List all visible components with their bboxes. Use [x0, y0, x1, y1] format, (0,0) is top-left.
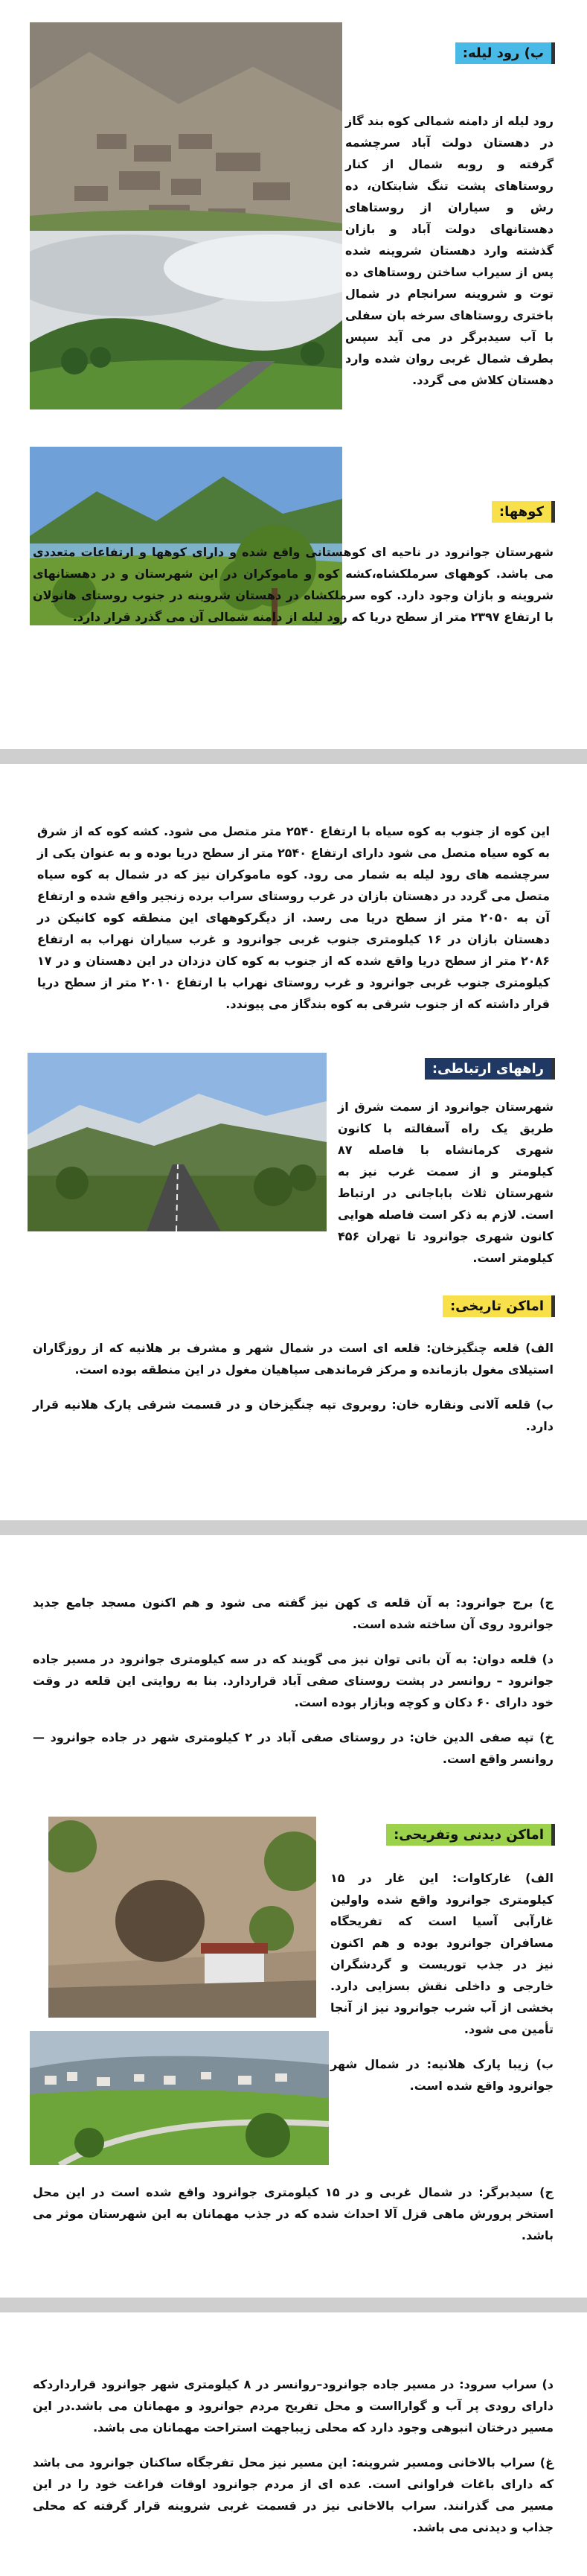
- heading-rood-lileh: ب) رود لیله:: [455, 42, 555, 64]
- document-page-3: [0, 1535, 587, 2298]
- history-item-d: د) قلعه دوان: به آن باتی توان نیز می گویند که در سه کیلومتری جوانرود در مسیر جاده جوانرود – روانسر در پشت روستای صفی آباد قراردارد. بنا به روایتی این قلعه در وقت خود دارای ۶۰ دکان و کوچه وبازار بوده است.: [33, 1652, 554, 1709]
- village-photo: [30, 22, 342, 253]
- mountains-continued-text: این کوه از جنوب به کوه سیاه با ارتفاع ۲۵۴۰ متر متصل می شود. کشه کوه که از شرق به کوه سیاه متصل می شود دارای ارتفاع ۲۵۴۰ متر از سطح دریا بوده و به عنوان یکی از سرچشمه های رود لیله به شمار می رود. کوه ماموکران نیز که در شمال به کوه سیاه متصل می گردد در دهستان بازان در غرب روستای سراب برده زنجیر واقع شده و ارتفاع آن به ۲۰۵۰ متر از سطح دریا می رسد. از دیگرکوههای این منطقه کوه کانیکن در دهستان بازان در ۱۶ کیلومتری جنوب غربی جوانرود و غرب سیاران نهراب به ارتفاع ۲۰۸۶ متر از سطح دریا واقع شده که از جنوب به کوه کان دزدان در این دهستان و در ۱۷ کیلومتری جنوب غربی جوانرود و غرب روستای نهراب با ارتفاع ۲۰۱۰ متر از سطح دریا قرار داشته که از جنوب شرقی به کوه بندگاز می پیوندد.: [37, 824, 551, 1011]
- rood-lileh-text: رود لیله از دامنه شمالی کوه بند گاز در دهستان دولت آباد سرچشمه گرفته و روبه شمال از کنار روستاهای پشت تنگ شابتکان، ده رش و سیاران از روستاهای دهستانهای دولت آباد و بازان گذشته وارد دهستان شروینه شده پس از سیراب ساختن روستاهای ده توت و شروینه سرانجام در شمال باختری روستاهای سرخه بان سفلی با آب سیدبرگر در می آید سپس بطرف شمال غربی روان شده وارد دهستان کلاش می گردد.: [345, 114, 554, 387]
- tourist-places-list: [330, 1867, 554, 2110]
- heading-tourist-places: اماکن دیدنی وتفریحی:: [386, 1824, 555, 1846]
- history-item-b: ب) قلعه آلانی ونقاره خان: روبروی تپه چنگیزخان و در قسمت شرقی پارک هلانیه قرار دارد.: [33, 1397, 554, 1433]
- document-page-2: [0, 764, 587, 1520]
- historical-places-continued: [33, 1592, 554, 1783]
- heading-roads: راههای ارتباطی:: [425, 1058, 555, 1080]
- park-photo: [30, 2031, 329, 2165]
- document-page-4: [0, 2312, 587, 2576]
- tourism-item-j: ج) سیدبرگر: در شمال غربی و در ۱۵ کیلومتری جوانرود واقع شده است در این محل استخر پرورش ماهی قزل آلا احداث شده که در جذب مهمانان به این شهرستان موثر می باشد.: [33, 2185, 554, 2242]
- heading-mountains: کوهها:: [492, 501, 555, 523]
- tourist-places-continued: [33, 2373, 554, 2551]
- roads-text: شهرستان جوانرود از سمت شرق از طریق یک راه آسفالته با کانون شهری کرمانشاه با فاصله ۸۷ کیلومتر و از سمت غرب نیز به شهرستان ثلاث باباجانی در ارتباط است. لازم به ذکر است فاصله هوایی کانون شهری جوانرود تا تهران ۴۵۶ کیلومتر است.: [338, 1100, 554, 1265]
- history-item-a: الف) قلعه چنگیزخان: قلعه ای است در شمال شهر و مشرف بر هلانیه که از روزگاران استیلای مغول بازمانده و مرکز فرماندهی سپاهیان مغول در این منطقه بوده است.: [33, 1341, 554, 1377]
- valley-clouds-photo: [30, 231, 342, 409]
- road-photo: [28, 1053, 327, 1231]
- history-item-kh: خ) تپه صفی الدین خان: در روستای صفی آباد در ۲ کیلومتری شهر در جاده جوانرود — روانسر واقع است.: [33, 1730, 554, 1766]
- tourism-item-a: الف) غارکاوات: این غار در ۱۵ کیلومتری جوانرود واقع شده واولین غارآبی آسیا است که تفریحگاه مسافران جوانرود بوده و هم اکنون نیز در جذب توریست و گردشگران خارجی و داخلی نقش بسزایی دارد. بخشی از آب شرب جوانرود نیز از آنجا تأمین می شود.: [330, 1871, 554, 2036]
- history-item-c: ج) برج جوانرود: به آن قلعه ی کهن نیز گفته می شود و هم اکنون مسجد جامع جدید جوانرود روی آن ساخته شده است.: [33, 1595, 554, 1631]
- document-page-1: [0, 0, 587, 749]
- mountains-text: شهرستان جوانرود در ناحیه ای کوهستانی واقع شده و دارای کوهها و ارتفاعات متعددی می باشد. کوههای سرملکشاه،کشه کوه و ماموکران در این شهرستان و در دهستانهای شروینه و بازان وجود دارد. کوه سرملکشاه در دهستان شروینه در جنوب روستای هانولان با ارتفاع ۲۳۹۷ متر از سطح دریا که رود لیله از دامنه شمالی آن می گذرد قرار دارد.: [33, 545, 554, 624]
- historical-places-list: [33, 1337, 554, 1450]
- cave-photo: [48, 1817, 316, 2018]
- heading-historical-places: اماکن تاریخی:: [443, 1295, 555, 1317]
- tourism-item-b: ب) زیبا پارک هلانیه: در شمال شهر جوانرود واقع شده است.: [330, 2057, 554, 2093]
- tourism-item-gh: غ) سراب بالاخانی ومسیر شروینه: این مسیر نیز محل تفرجگاه ساکنان جوانرود می باشد که دارای باغات فراوانی است. عده ای از مردم جوانرود اوقات فراغت خود را در این مسیر می گذرانند. سراب بالاخانی نیز در قسمت غربی شروینه قرار گرفته که محلی جذاب و دیدنی می باشد.: [33, 2455, 554, 2534]
- tourism-item-d: د) سراب سرود: در مسیر جاده جوانرود–روانسر در ۸ کیلومتری شهر جوانرود قرارداردکه دارای رودی پر آب و گوارااست و محل تفریح مردم جوانرود و مهمانان می باشد.در این مسیر درختان انبوهی وجود دارد که محلی زیباجهت استراحت مهمانان می باشد.: [33, 2377, 554, 2435]
